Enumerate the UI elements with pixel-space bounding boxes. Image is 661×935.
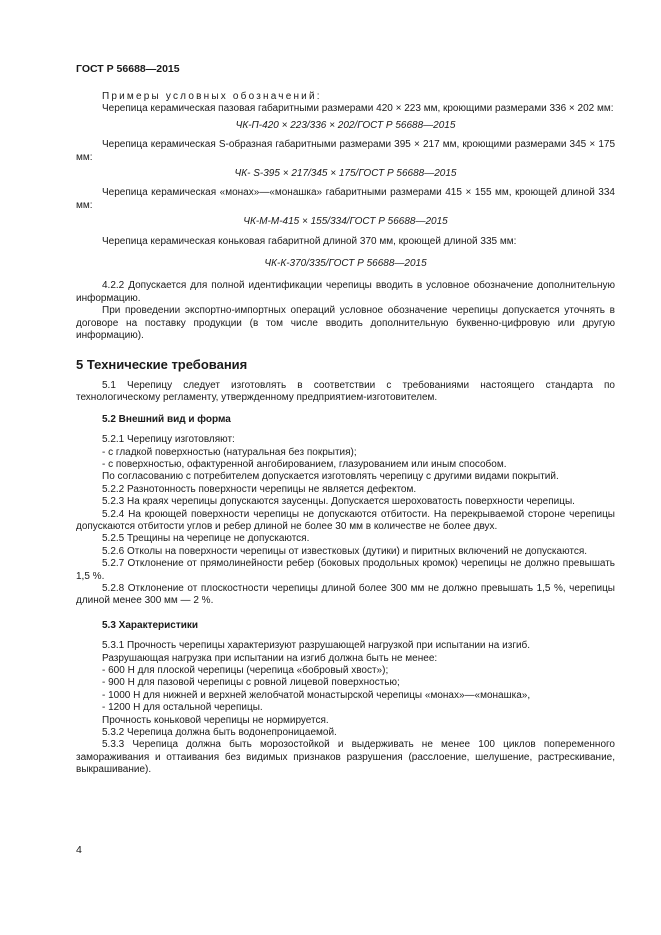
paragraph: 5.2.3 На краях черепицы допускаются заусенцы. Допускается шероховатость поверхности черепицы. — [102, 496, 575, 508]
paragraph: 5.3.2 Черепица должна быть водонепроницаемой. — [102, 727, 337, 739]
paragraph: 5.2.1 Черепицу изготовляют: — [102, 434, 235, 446]
paragraph: По согласованию с потребителем допускается изготовлять черепицу с другими видами покрытий. — [102, 471, 559, 483]
list-item: - с поверхностью, офактуренной ангобированием, глазурованием или иным способом. — [102, 458, 507, 470]
examples-title: Примеры условных обозначений: — [102, 91, 322, 102]
paragraph: 5.2.4 На кроющей поверхности черепицы не допускаются отбитости. На перекрываемой стороне черепицы допускаются отбитости углов и ребер длиной не более 30 мм в количестве не более двух. — [76, 508, 615, 532]
example-code: ЧК-К-370/335/ГОСТ Р 56688—2015 — [264, 258, 427, 270]
example-code: ЧК-М-М-415 × 155/334/ГОСТ Р 56688—2015 — [243, 216, 448, 228]
section-5-3-heading: 5.3 Характеристики — [102, 619, 199, 631]
example-text: Черепица керамическая коньковая габаритной длиной 370 мм, кроющей длиной 335 мм: — [102, 235, 517, 247]
paragraph: 5.3.3 Черепица должна быть морозостойкой и выдерживать не менее 100 циклов попеременного замораживания и оттаивания без видимых признаков разрушения (расслоение, шелушение, растрескивание, выкрашивание). — [76, 739, 615, 776]
example-text: Черепица керамическая пазовая габаритными размерами 420 × 223 мм, кроющими размерами 336 × 202 мм: — [102, 103, 614, 115]
paragraph: 5.2.5 Трещины на черепице не допускаются. — [102, 533, 310, 545]
paragraph: Разрушающая нагрузка при испытании на изгиб должна быть не менее: — [102, 652, 438, 664]
list-item: - 1200 Н для остальной черепицы. — [102, 702, 263, 714]
list-item: - 900 Н для пазовой черепицы с ровной лицевой поверхностью; — [102, 677, 400, 689]
paragraph: Прочность коньковой черепицы не нормируется. — [102, 714, 329, 726]
page-content — [76, 91, 615, 777]
page-number: 4 — [76, 844, 82, 856]
section-5-2-heading: 5.2 Внешний вид и форма — [102, 413, 231, 425]
paragraph: 5.2.2 Разнотонность поверхности черепицы не является дефектом. — [102, 483, 417, 495]
section-5-heading: 5 Технические требования — [76, 356, 248, 372]
list-item: - 1000 Н для нижней и верхней желобчатой монастырской черепицы «монах»—«монашка», — [102, 689, 531, 701]
list-item: - с гладкой поверхностью (натуральная без покрытия); — [102, 446, 357, 458]
example-code: ЧК-П-420 × 223/336 × 202/ГОСТ Р 56688—2015 — [235, 119, 456, 131]
paragraph: 5.2.6 Отколы на поверхности черепицы от известковых (дутики) и пиритных включений не допускаются. — [102, 545, 588, 557]
list-item: - 600 Н для плоской черепицы (черепица «бобровый хвост»); — [102, 665, 389, 677]
paragraph: 5.3.1 Прочность черепицы характеризуют разрушающей нагрузкой при испытании на изгиб. — [102, 640, 531, 652]
paragraph-5-1: 5.1 Черепицу следует изготовлять в соответствии с требованиями настоящего стандарта по технологическому регламенту, утвержденному предприятием-изготовителем. — [76, 379, 615, 404]
example-text: Черепица керамическая «монах»—«монашка» габаритными размерами 415 × 155 мм, кроющей длиной 334 мм: — [76, 187, 615, 211]
paragraph: 5.2.8 Отклонение от плоскостности черепицы длиной более 300 мм не должно превышать 1,5 %, черепицы длиной менее 300 мм — 2 %. — [76, 583, 615, 607]
example-code: ЧК- S-395 × 217/345 × 175/ГОСТ Р 56688—2015 — [234, 168, 457, 180]
example-text: Черепица керамическая S-образная габаритными размерами 395 × 217 мм, кроющими размерами 345 × 175 мм: — [76, 139, 615, 163]
paragraph: 5.2.7 Отклонение от прямолинейности ребер (боковых продольных кромок) черепицы не должно превышать 1,5 %. — [76, 558, 615, 582]
paragraph-4-2-2: 4.2.2 Допускается для полной идентификации черепицы вводить в условное обозначение дополнительную информацию. — [76, 280, 615, 304]
paragraph: При проведении экспортно-импортных операций условное обозначение черепицы допускается уточнять в договоре на поставку продукции (в том числе вводить дополнительную буквенно-цифровую или другую информацию). — [76, 305, 615, 342]
document-header: ГОСТ Р 56688—2015 — [76, 63, 180, 75]
